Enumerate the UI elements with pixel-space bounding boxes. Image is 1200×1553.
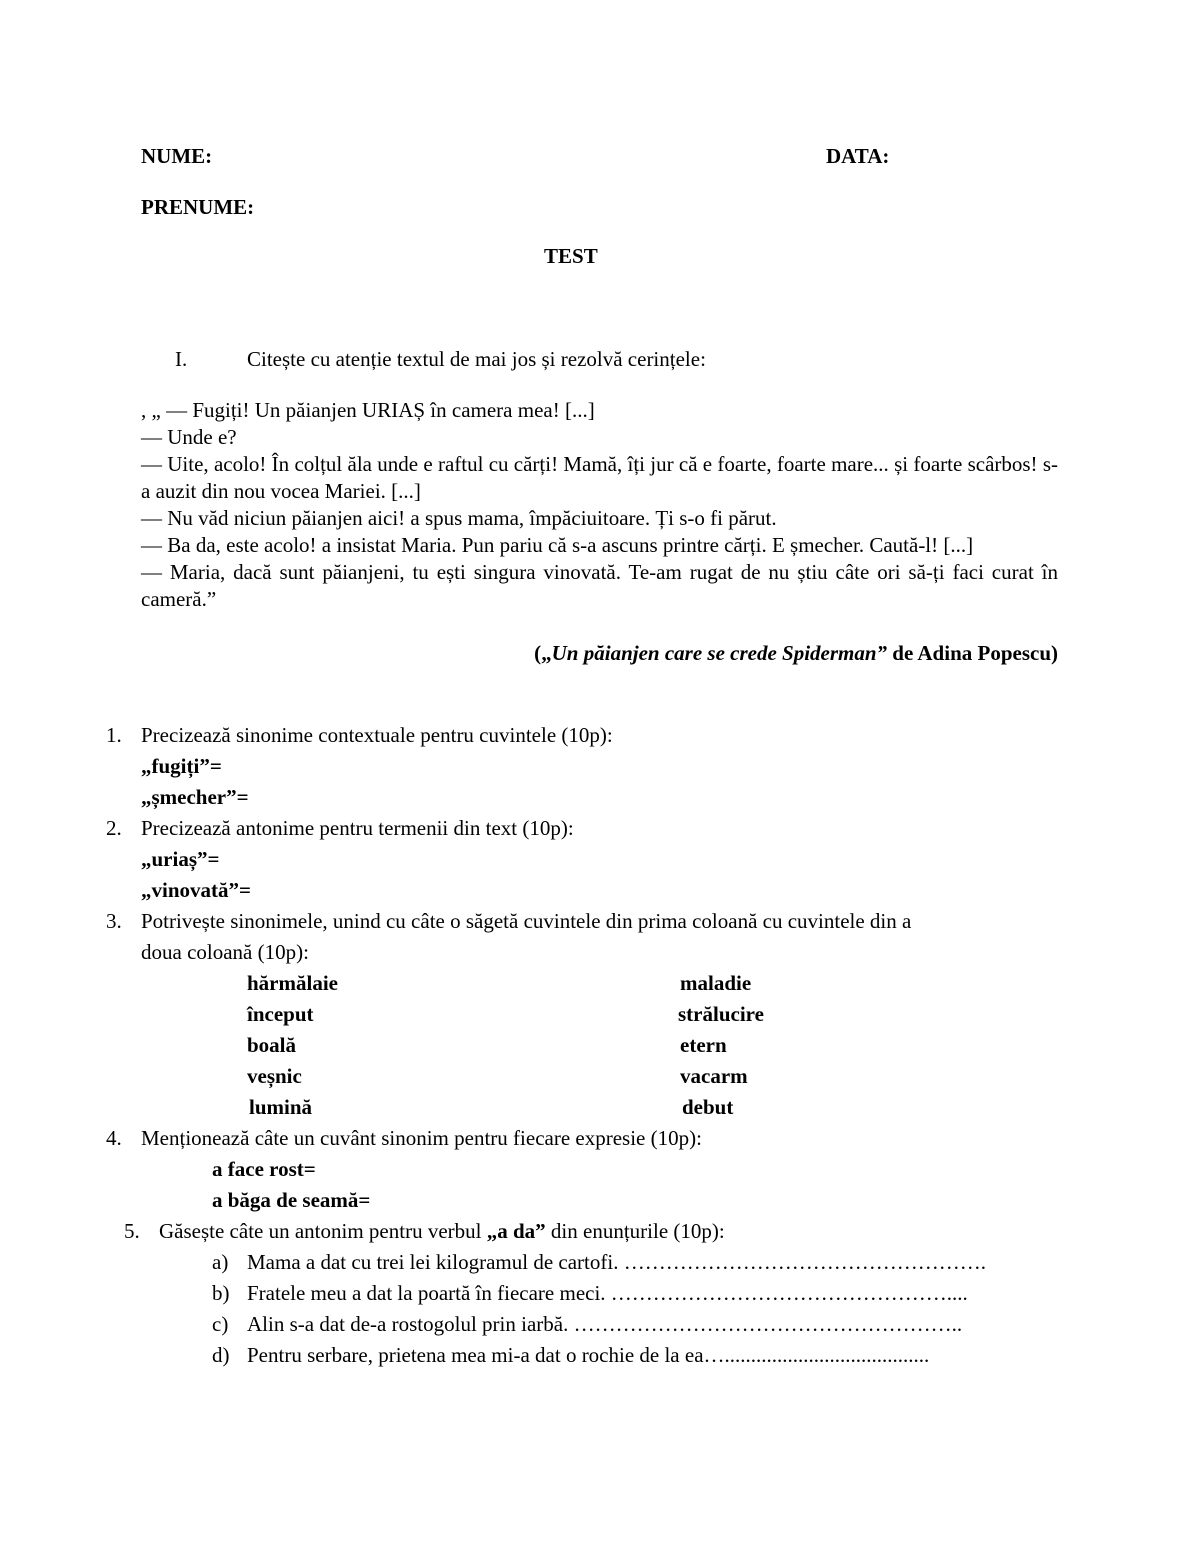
data-label: DATA: — [826, 144, 890, 168]
q1-text: Precizează sinonime contextuale pentru cuvintele (10p): — [141, 723, 613, 747]
q5-text — [159, 1219, 725, 1244]
q3-right-word: debut — [682, 1095, 734, 1119]
q2-text: Precizează antonime pentru termenii din text (10p): — [141, 816, 574, 840]
passage-line: — Ba da, este acolo! a insistat Maria. Pun pariu că s-a ascuns printre cărți. E șmecher. Caută-l! [...] — [141, 533, 974, 557]
q3-right-word: etern — [680, 1033, 727, 1057]
q5-item-letter: b) — [212, 1281, 230, 1305]
q3-right-word: maladie — [680, 971, 752, 995]
source-title: Un păianjen care se crede Spiderman” — [551, 641, 888, 665]
q3-right-word: vacarm — [680, 1064, 748, 1088]
passage-line: — Unde e? — [141, 425, 237, 449]
q5-item-letter: a) — [212, 1250, 229, 1274]
q1-item: „fugiți”= — [141, 754, 222, 778]
q5-item-text: Fratele meu a dat la poartă în fiecare meci. ………………………………………….... — [247, 1281, 968, 1305]
section-instruction: Citește cu atenție textul de mai jos și rezolvă cerințele: — [247, 347, 706, 371]
q3-left-word: hărmălaie — [247, 971, 338, 995]
q3-text-line2: doua coloană (10p): — [141, 940, 309, 964]
q5-item-text: Mama a dat cu trei lei kilogramul de cartofi. ……………………………………………. — [247, 1250, 986, 1274]
q3-text-line1: Potrivește sinonimele, unind cu câte o săgetă cuvintele din prima coloană cu cuvintele din a — [141, 909, 912, 933]
q5-number: 5. — [124, 1219, 140, 1243]
page-title: TEST — [544, 244, 598, 268]
q3-left-word: veșnic — [247, 1064, 302, 1088]
q1-item: „șmecher”= — [141, 785, 249, 809]
source-author: de Adina Popescu) — [887, 641, 1058, 665]
q4-item: a băga de seamă= — [212, 1188, 371, 1212]
q1-number: 1. — [106, 723, 122, 747]
q4-item: a face rost= — [212, 1157, 316, 1181]
q3-left-word: început — [247, 1002, 314, 1026]
q5-item-text: Pentru serbare, prietena mea mi-a dat o rochie de la ea…....................................... — [247, 1343, 930, 1367]
passage-source — [534, 641, 1058, 666]
q2-item: „vinovată”= — [141, 878, 251, 902]
prenume-label: PRENUME: — [141, 195, 255, 219]
q3-number: 3. — [106, 909, 122, 933]
q3-right-word: strălucire — [678, 1002, 764, 1026]
reading-passage — [141, 397, 1058, 613]
passage-line: — Uite, acolo! În colțul ăla unde e raftul cu cărți! Mamă, îți jur că e foarte, foarte mare... și foarte scârbos! s-a auzit din nou vocea Mariei. [...] — [141, 452, 1058, 503]
q5-item-letter: c) — [212, 1312, 229, 1336]
q3-left-word: lumină — [249, 1095, 313, 1119]
q4-text: Menționează câte un cuvânt sinonim pentru fiecare expresie (10p): — [141, 1126, 702, 1150]
q5-item-text: Alin s-a dat de-a rostogolul prin iarbă. ……………………………………………….. — [247, 1312, 963, 1336]
passage-line: — Maria, dacă sunt păianjeni, tu ești singura vinovată. Te-am rugat de nu știu câte ori să-ți faci curat în cameră.” — [141, 560, 1058, 611]
passage-line: , „ — Fugiți! Un păianjen URIAȘ în camera mea! [...] — [141, 398, 595, 422]
q4-number: 4. — [106, 1126, 122, 1150]
source-open: („ — [534, 641, 552, 665]
q5-text-before: Găsește câte un antonim pentru verbul — [159, 1219, 487, 1243]
q2-number: 2. — [106, 816, 122, 840]
passage-line: — Nu văd niciun păianjen aici! a spus mama, împăciuitoare. Ți s-o fi părut. — [141, 506, 777, 530]
q5-text-after: din enunțurile (10p): — [545, 1219, 725, 1243]
section-numeral: I. — [175, 347, 188, 371]
q3-left-word: boală — [247, 1033, 297, 1057]
q5-item-letter: d) — [212, 1343, 230, 1367]
q5-verb: „a da” — [486, 1219, 546, 1243]
nume-label: NUME: — [141, 144, 213, 168]
q2-item: „uriaș”= — [141, 847, 220, 871]
